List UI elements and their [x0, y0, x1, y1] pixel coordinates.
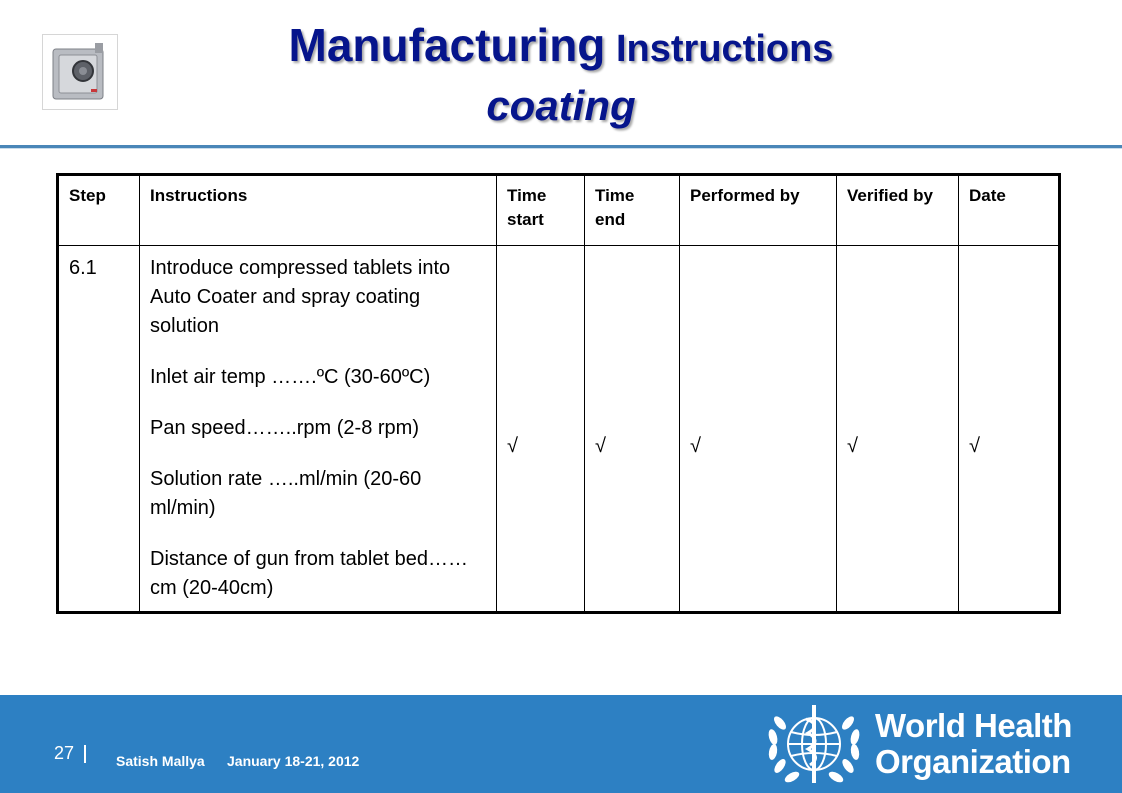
- event-date: January 18-21, 2012: [227, 753, 360, 769]
- instruction-line: Solution rate …..ml/min (20-60 ml/min): [150, 468, 422, 519]
- table-row: [58, 246, 1060, 613]
- page-title-main: Manufacturing: [288, 19, 606, 71]
- col-header-time-start: Time start: [497, 175, 585, 246]
- page-title-rest: Instructions: [605, 28, 834, 70]
- table-header-row: [58, 175, 1060, 246]
- page-number-separator: [84, 745, 86, 763]
- col-header-verified-by: Verified by: [837, 175, 959, 246]
- footer-bar: [0, 695, 1122, 793]
- col-header-instructions: Instructions: [140, 175, 497, 246]
- cell-verified-by: √: [837, 246, 959, 613]
- cell-date: √: [959, 246, 1060, 613]
- who-emblem-icon: [762, 701, 866, 787]
- instruction-line: Distance of gun from tablet bed……cm (20-40cm): [150, 548, 468, 599]
- cell-step: 6.1: [58, 246, 140, 613]
- page-subtitle: coating: [486, 82, 636, 129]
- org-name-line2: Organization: [875, 743, 1071, 780]
- cell-time-end: √: [585, 246, 680, 613]
- page-title: [0, 18, 1122, 72]
- cell-performed-by: √: [680, 246, 837, 613]
- cell-instructions: [140, 246, 497, 613]
- instructions-table: [56, 173, 1061, 614]
- instruction-line: Introduce compressed tablets into Auto Coater and spray coating solution: [150, 257, 451, 337]
- col-header-date: Date: [959, 175, 1060, 246]
- org-name-line1: World Health: [875, 707, 1072, 744]
- header-divider-shadow: [0, 148, 1122, 149]
- col-header-step: Step: [58, 175, 140, 246]
- cell-time-start: √: [497, 246, 585, 613]
- instruction-line: Pan speed……..rpm (2-8 rpm): [150, 417, 419, 439]
- instruction-line: Inlet air temp …….ºC (30-60ºC): [150, 366, 431, 388]
- page-number: 27: [54, 743, 75, 763]
- col-header-time-end: Time end: [585, 175, 680, 246]
- presenter-name: Satish Mallya: [116, 753, 205, 769]
- col-header-performed-by: Performed by: [680, 175, 837, 246]
